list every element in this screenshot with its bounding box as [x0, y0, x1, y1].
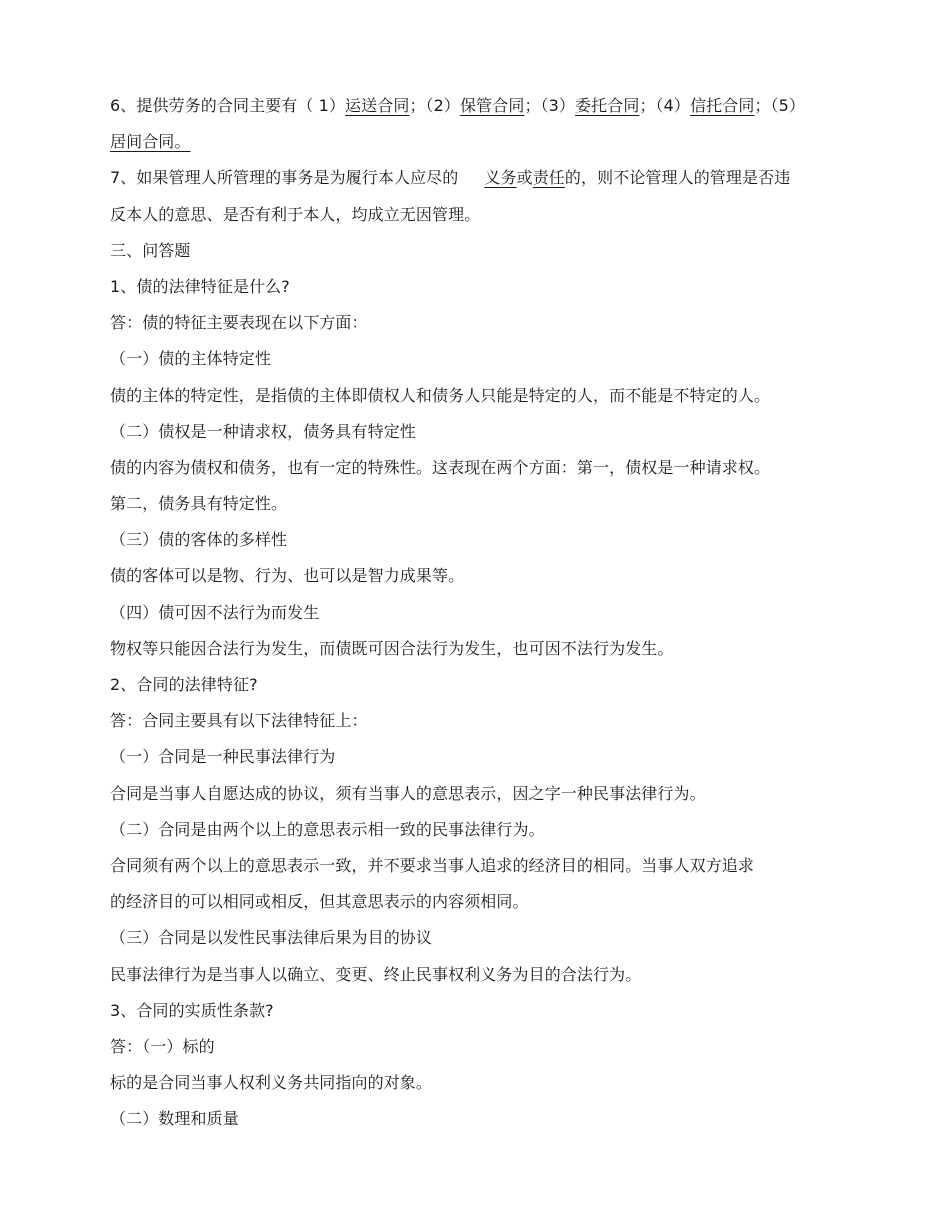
- qa3-point-1-heading: 答：（一）标的: [110, 1036, 215, 1056]
- q6-line-1: [110, 88, 870, 124]
- qa1-point-1-heading: （一）债的主体特定性: [110, 349, 272, 369]
- qa1-point-1-body: 债的主体的特定性，是指债的主体即债权人和债务人只能是特定的人，而不能是不特定的人。: [110, 385, 771, 405]
- q6-item-1: 运送合同: [345, 96, 410, 115]
- q7-prefix: 7、如果管理人所管理的事务是为履行本人应尽的: [110, 168, 459, 188]
- section-title: 三、问答题: [110, 240, 191, 260]
- qa2-point-3-heading: （三）合同是以发性民事法律后果为目的协议: [110, 928, 433, 948]
- qa2-point-1-body: 合同是当事人自愿达成的协议，须有当事人的意思表示，因之字一种民事法律行为。: [110, 783, 706, 803]
- q7-term-2: 责任: [532, 168, 565, 188]
- q6-item-2: 保管合同: [460, 96, 525, 115]
- q6-item-3: 委托合同: [575, 96, 640, 115]
- qa3-point-2-heading: （二）数理和质量: [110, 1109, 239, 1129]
- q6-separator-1: ；（2）: [409, 96, 461, 115]
- qa2-answer-intro: 答：合同主要具有以下法律特征上：: [110, 711, 368, 731]
- qa1-point-2-heading: （二）债权是一种请求权，债务具有特定性: [110, 421, 416, 441]
- q6-item-4: 信托合同: [690, 96, 755, 115]
- q6-prefix: 6、提供劳务的合同主要有（ 1）: [110, 96, 346, 115]
- q7-line-1: [110, 160, 870, 196]
- q6-line-2: [110, 124, 870, 160]
- qa3-question: 3、合同的实质性条款?: [110, 1000, 274, 1020]
- q7-line-2: 反本人的意思、是否有利于本人，均成立无因管理。: [110, 204, 481, 224]
- q6-separator-2: ；（3）: [524, 96, 576, 115]
- qa1-question: 1、债的法律特征是什么?: [110, 276, 290, 296]
- qa1-point-3-body: 债的客体可以是物、行为、也可以是智力成果等。: [110, 566, 465, 586]
- qa2-point-2-heading: （二）合同是由两个以上的意思表示相一致的民事法律行为。: [110, 819, 545, 839]
- qa2-point-1-heading: （一）合同是一种民事法律行为: [110, 747, 336, 767]
- q7-term-1: 义务: [484, 168, 517, 188]
- qa2-point-2-body-2: 的经济目的可以相同或相反，但其意思表示的内容须相同。: [110, 892, 529, 912]
- qa1-point-4-body: 物权等只能因合法行为发生，而债既可因合法行为发生，也可因不法行为发生。: [110, 638, 674, 658]
- qa1-point-2-body-1: 债的内容为债权和债务，也有一定的特殊性。这表现在两个方面：第一，债权是一种请求权。: [110, 457, 771, 477]
- qa2-point-3-body: 民事法律行为是当事人以确立、变更、终止民事权利义务为目的合法行为。: [110, 964, 642, 984]
- q6-separator-4: ；（5）: [754, 96, 806, 115]
- q6-item-5: 居间合同。: [110, 132, 191, 152]
- q7-suffix: 的，则不论管理人的管理是否违: [564, 168, 791, 188]
- document-page: [110, 88, 870, 1137]
- qa1-point-2-body-2: 第二，债务具有特定性。: [110, 494, 288, 514]
- qa3-point-1-body: 标的是合同当事人权利义务共同指向的对象。: [110, 1073, 433, 1093]
- qa1-point-3-heading: （三）债的客体的多样性: [110, 530, 288, 550]
- qa2-point-2-body-1: 合同须有两个以上的意思表示一致，并不要求当事人追求的经济目的相同。当事人双方追求: [110, 855, 755, 875]
- q6-separator-3: ；（4）: [639, 96, 691, 115]
- q7-mid: 或: [516, 168, 533, 188]
- qa1-point-4-heading: （四）债可因不法行为而发生: [110, 602, 320, 622]
- qa1-answer-intro: 答：债的特征主要表现在以下方面：: [110, 313, 368, 333]
- qa2-question: 2、合同的法律特征?: [110, 675, 258, 694]
